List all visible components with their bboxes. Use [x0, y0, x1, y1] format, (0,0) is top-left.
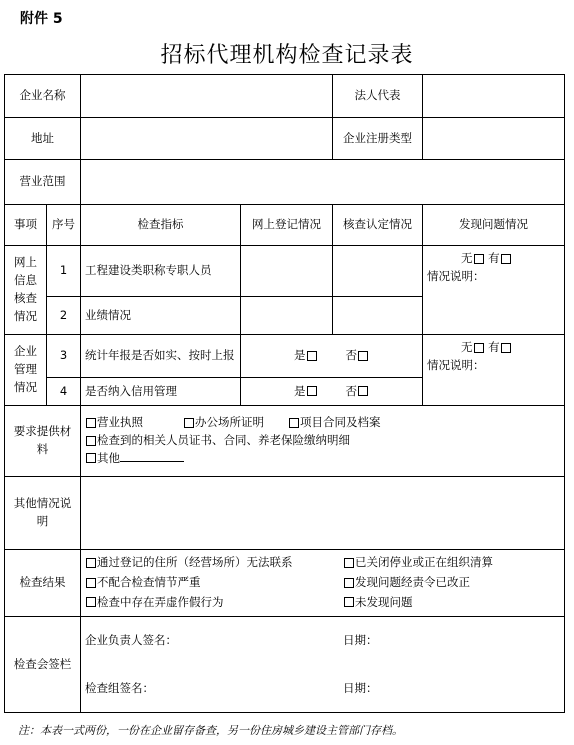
- verified-cell[interactable]: [333, 246, 423, 297]
- checkbox[interactable]: [358, 386, 368, 396]
- checkbox[interactable]: [86, 418, 96, 428]
- yes-no-cell: [241, 378, 423, 406]
- exists-label: 有: [488, 340, 500, 354]
- row-indicator: 是否纳入信用管理: [81, 378, 241, 406]
- option-label: 其他: [97, 450, 120, 465]
- checkbox[interactable]: [86, 597, 96, 607]
- row-serial: 3: [47, 335, 81, 378]
- option-label: 检查到的相关人员证书、合同、养老保险缴纳明细: [97, 433, 350, 448]
- legal-rep-label: 法人代表: [333, 75, 423, 118]
- online-cell[interactable]: [241, 246, 333, 297]
- col-item: 事项: [5, 205, 47, 246]
- row-indicator: 工程建设类职称专职人员: [81, 246, 241, 297]
- checkbox[interactable]: [86, 578, 96, 588]
- other-field[interactable]: [81, 477, 565, 550]
- business-scope-field[interactable]: [81, 160, 565, 205]
- checkbox[interactable]: [474, 343, 484, 353]
- signature-block: [81, 617, 565, 713]
- footer-note: 注：本表一式两份，一份在企业留存备查，另一份住房城乡建设主管部门存档。: [18, 724, 403, 737]
- verified-cell[interactable]: [333, 297, 423, 335]
- checkbox[interactable]: [501, 343, 511, 353]
- option-label: 未发现问题: [355, 594, 413, 609]
- date-label: 日期：: [343, 632, 378, 647]
- results-options: [81, 550, 565, 617]
- checkbox[interactable]: [289, 418, 299, 428]
- col-issues: 发现问题情况: [423, 205, 565, 246]
- option-label: 项目合同及档案: [300, 415, 381, 430]
- option-label: 不配合检查情节严重: [97, 575, 201, 590]
- company-name-label: 企业名称: [5, 75, 81, 118]
- section-online-check: 网上信息核查情况: [5, 246, 47, 335]
- col-online: 网上登记情况: [241, 205, 333, 246]
- option-label: 办公场所证明: [195, 415, 264, 430]
- company-sign-label: 企业负责人签名：: [85, 632, 177, 647]
- row-serial: 2: [47, 297, 81, 335]
- materials-options: [81, 406, 565, 477]
- no-label: 否: [345, 348, 357, 363]
- option-label: 营业执照: [97, 415, 143, 430]
- checkbox[interactable]: [344, 578, 354, 588]
- explain-label: 情况说明：: [427, 268, 485, 283]
- checkbox[interactable]: [474, 254, 484, 264]
- checkbox[interactable]: [501, 254, 511, 264]
- results-label: 检查结果: [5, 550, 81, 617]
- option-label: 检查中存在弄虚作假行为: [97, 594, 224, 609]
- no-label: 否: [345, 383, 357, 398]
- attachment-label: 附件 5: [20, 11, 63, 27]
- yes-label: 是: [294, 383, 306, 398]
- col-verified: 核查认定情况: [333, 205, 423, 246]
- row-indicator: 业绩情况: [81, 297, 241, 335]
- section-management: 企业管理情况: [5, 335, 47, 406]
- company-name-field[interactable]: [81, 75, 333, 118]
- exists-label: 有: [488, 251, 500, 265]
- checkbox[interactable]: [86, 436, 96, 446]
- checkbox[interactable]: [344, 558, 354, 568]
- legal-rep-field[interactable]: [423, 75, 565, 118]
- col-serial: 序号: [47, 205, 81, 246]
- option-label: 发现问题经责令已改正: [355, 575, 470, 590]
- address-field[interactable]: [81, 118, 333, 160]
- row-indicator: 统计年报是否如实、按时上报: [81, 335, 241, 378]
- checkbox[interactable]: [307, 386, 317, 396]
- date-label: 日期：: [343, 680, 378, 695]
- signature-label: 检查会签栏: [5, 617, 81, 713]
- form-title: 招标代理机构检查记录表: [160, 43, 414, 68]
- yes-label: 是: [294, 348, 306, 363]
- none-label: 无: [461, 251, 473, 265]
- checkbox[interactable]: [184, 418, 194, 428]
- option-label: 通过登记的住所（经营场所）无法联系: [97, 555, 293, 570]
- yes-no-cell: [241, 335, 423, 378]
- option-label: 已关闭停业或正在组织清算: [355, 555, 493, 570]
- team-sign-label: 检查组签名：: [85, 680, 154, 695]
- checkbox[interactable]: [344, 597, 354, 607]
- issues-cell-2: [423, 335, 565, 406]
- registration-type-field[interactable]: [423, 118, 565, 160]
- col-indicator: 检查指标: [81, 205, 241, 246]
- issues-cell-1: [423, 246, 565, 335]
- checkbox[interactable]: [307, 351, 317, 361]
- none-label: 无: [461, 340, 473, 354]
- fill-in-line[interactable]: [120, 451, 184, 462]
- registration-type-label: 企业注册类型: [333, 118, 423, 160]
- other-label: 其他情况说明: [5, 477, 81, 550]
- explain-label: 情况说明：: [427, 357, 485, 372]
- checkbox[interactable]: [86, 453, 96, 463]
- inspection-form-table: [4, 74, 565, 713]
- address-label: 地址: [5, 118, 81, 160]
- materials-label: 要求提供材料: [5, 406, 81, 477]
- online-cell[interactable]: [241, 297, 333, 335]
- checkbox[interactable]: [86, 558, 96, 568]
- business-scope-label: 营业范围: [5, 160, 81, 205]
- row-serial: 4: [47, 378, 81, 406]
- row-serial: 1: [47, 246, 81, 297]
- checkbox[interactable]: [358, 351, 368, 361]
